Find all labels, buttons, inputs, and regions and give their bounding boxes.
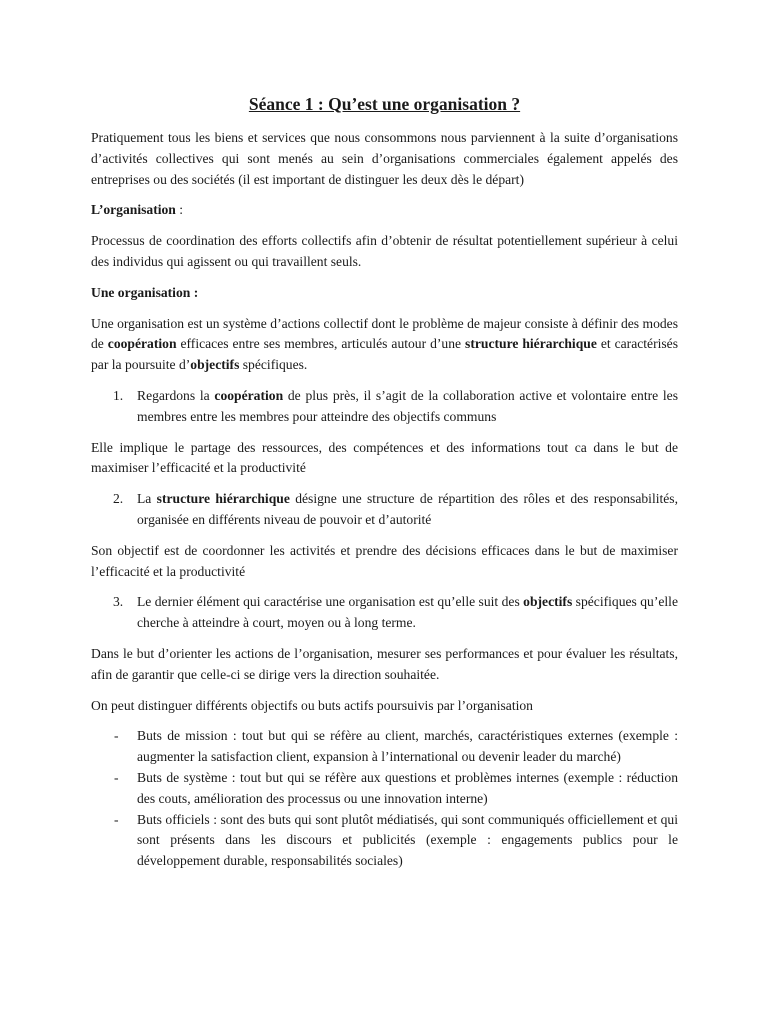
list-item-text: de plus près, il s’agit de la collaboration active et volontaire entre les membres entre les membres pour atteindre des objectifs communs (137, 387, 678, 424)
list-number: 2. (113, 491, 124, 507)
description-text: efficaces entre ses membres, articulés autour d’une (176, 336, 466, 352)
heading-organisation-colon: : (175, 202, 184, 218)
description-text: et caractérisés par la poursuite d’ (91, 336, 679, 373)
list-item-text: Regardons la (137, 387, 215, 403)
section-heading-organisation (91, 200, 678, 221)
list-item-officiels (91, 810, 678, 872)
list-item-structure (91, 489, 678, 531)
cooperation-paragraph: Elle implique le partage des ressources, des compétences et des informations tout ca dans le but de maximiser l’efficacité et la productivité (91, 439, 678, 476)
keyword-cooperation: coopération (107, 336, 177, 352)
goals-intro-paragraph: On peut distinguer différents objectifs ou buts actifs poursuivis par l’organisation (91, 697, 533, 713)
definition-paragraph: Processus de coordination des efforts collectifs afin d’obtenir de résultat potentiellement supérieur à celui des individus qui agissent ou qui travaillent seuls. (91, 233, 678, 269)
structure-paragraph: Son objectif est de coordonner les activités et prendre des décisions efficaces dans le but de maximiser l’efficacité et la productivité (91, 542, 678, 579)
intro-paragraph: Pratiquement tous les biens et services que nous consommons nous parviennent à la suite d’organisations d’activités collectives qui sont menés au sein d’organisations commerciales également appelés des entreprises ou des sociétés (il est important de distinguer les deux dès le départ) (91, 130, 678, 187)
dash-bullet: - (114, 728, 119, 744)
list-number: 1. (113, 387, 124, 403)
list-item-mission (91, 726, 678, 768)
document-body (91, 92, 678, 872)
list-item-keyword: objectifs (523, 594, 573, 610)
list-item-text: Buts de mission : tout but qui se réfère au client, marchés, caractéristiques externes (exemple : augmenter la satisfaction client, expansion à l’international ou devenir leader du marché) (137, 728, 678, 765)
section-heading-une-organisation (91, 283, 678, 304)
numbered-list-3 (91, 592, 678, 634)
keyword-structure: structure hiérarchique (465, 336, 597, 352)
objectifs-paragraph: Dans le but d’orienter les actions de l’organisation, mesurer ses performances et pour évaluer les résultats, afin de garantir que celle-ci se dirige vers la direction souhaitée. (91, 645, 678, 682)
numbered-list-1 (91, 386, 678, 428)
dash-bullet: - (114, 769, 119, 785)
page-title: Séance 1 : Qu’est une organisation ? (248, 94, 521, 114)
list-item-text: Le dernier élément qui caractérise une organisation est qu’elle suit des (137, 594, 524, 610)
description-text: spécifiques. (239, 357, 308, 373)
list-item-text: spécifiques qu’elle cherche à atteindre à court, moyen ou à long terme. (137, 594, 678, 631)
heading-organisation-label: L’organisation (91, 202, 176, 218)
list-item-objectifs (91, 592, 678, 634)
list-item-text: La (137, 491, 157, 507)
list-item-systeme (91, 768, 678, 810)
dash-bullet: - (114, 811, 119, 827)
list-item-cooperation (91, 386, 678, 428)
organisation-description (91, 314, 678, 376)
keyword-objectifs: objectifs (190, 357, 240, 373)
list-item-keyword: coopération (214, 387, 284, 403)
list-item-text: désigne une structure de répartition des rôles et des responsabilités, organisée en différents niveau de pouvoir et d’autorité (137, 491, 678, 527)
list-item-text: Buts de système : tout but qui se réfère aux questions et problèmes internes (exemple : réduction des couts, amélioration des processus ou une innovation interne) (137, 769, 678, 806)
description-text: Une organisation est un système d’actions collectif dont le problème de majeur consiste à définir des modes de (91, 315, 678, 352)
numbered-list-2 (91, 489, 678, 531)
list-number: 3. (113, 594, 124, 610)
list-item-keyword: structure hiérarchique (156, 491, 290, 507)
goals-list (91, 726, 678, 872)
heading-une-organisation-label: Une organisation : (91, 284, 199, 300)
list-item-text: Buts officiels : sont des buts qui sont plutôt médiatisés, qui sont communiqués officiellement et qui sont présents dans les discours et publicités (exemple : engagements publics pour le développement durable, responsabilités sociales) (137, 811, 678, 869)
